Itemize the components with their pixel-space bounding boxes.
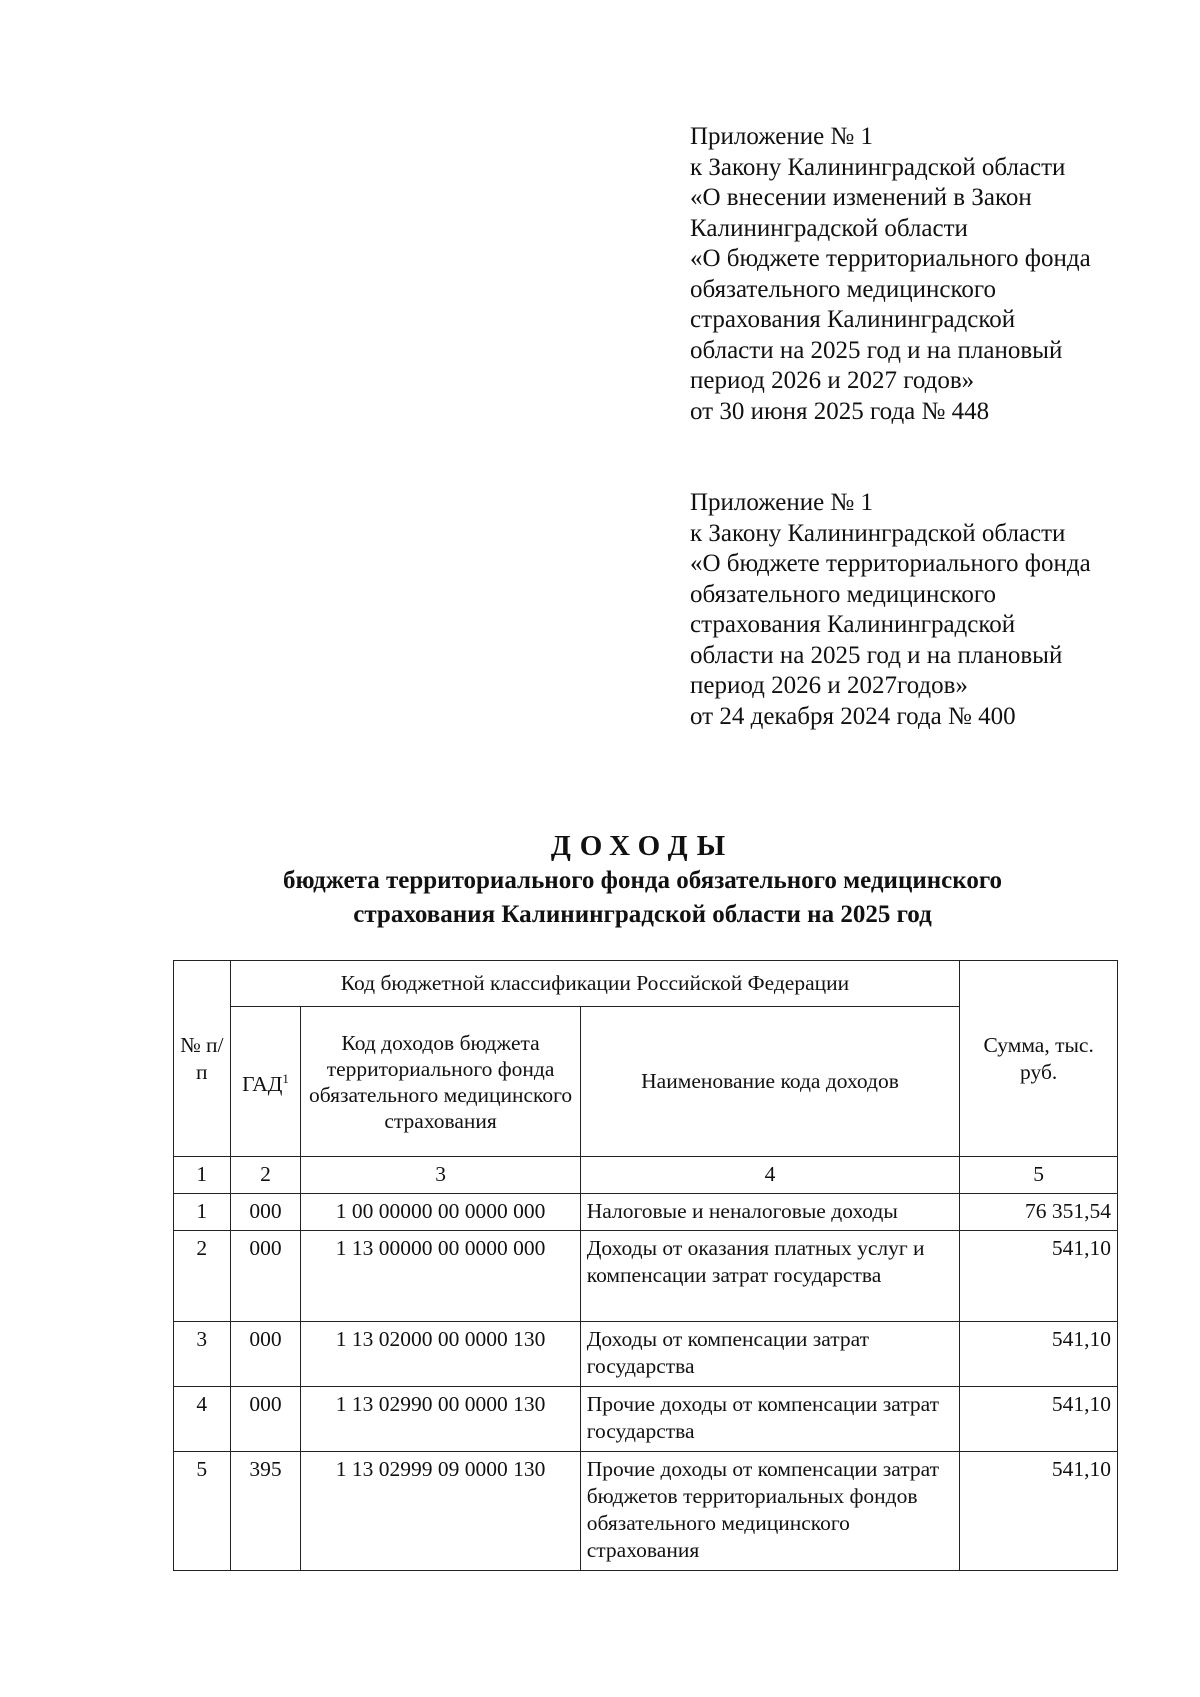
cell-sum: 541,10 [960, 1452, 1118, 1571]
annex-line: области на 2025 год и на плановый [690, 336, 1063, 364]
annex-line: к Закону Калининградской области [690, 519, 1066, 547]
cell-name: Прочие доходы от компенсации затрат государства [580, 1387, 960, 1452]
table-row [174, 1194, 1118, 1231]
annex-line: период 2026 и 2027годов» [690, 672, 968, 699]
cell-gad: 000 [230, 1322, 301, 1387]
column-index: 4 [580, 1157, 960, 1194]
table-row [174, 1231, 1118, 1322]
annex-line: «О бюджете территориального фонда [690, 245, 1091, 272]
cell-num: 4 [174, 1387, 231, 1452]
annex-line: от 24 декабря 2024 года № 400 [690, 702, 1016, 730]
table-header-row [174, 961, 1118, 1007]
cell-code: 1 13 02000 00 0000 130 [301, 1322, 580, 1387]
annex-line: обязательного медицинского [690, 275, 997, 303]
annex-header-amendment [690, 122, 1160, 427]
annex-line: страхования Калининградской [690, 611, 1016, 638]
annex-line: от 30 июня 2025 года № 448 [690, 397, 990, 425]
annex-line: Приложение № 1 [690, 489, 874, 516]
annex-line: области на 2025 год и на плановый [690, 641, 1063, 669]
header-num: № п/п [174, 961, 231, 1157]
table-column-index-row [174, 1157, 1118, 1194]
cell-gad: 000 [230, 1231, 301, 1322]
annex-line: к Закону Калининградской области [690, 153, 1066, 181]
annex-line: период 2026 и 2027 годов» [690, 367, 975, 394]
table-row [174, 1387, 1118, 1452]
cell-sum: 541,10 [960, 1387, 1118, 1452]
header-sum: Сумма, тыс. руб. [960, 961, 1118, 1157]
title-subtitle-line: страхования Калининградской области на 2025 год [353, 901, 932, 928]
annex-line: обязательного медицинского [690, 580, 997, 608]
cell-code: 1 13 02990 00 0000 130 [301, 1387, 580, 1452]
annex-line: страхования Калининградской [690, 306, 1016, 333]
cell-sum: 541,10 [960, 1231, 1118, 1322]
cell-num: 5 [174, 1452, 231, 1571]
cell-code: 1 00 00000 00 0000 000 [301, 1194, 580, 1231]
header-classification: Код бюджетной классификации Российской Федерации [230, 961, 960, 1007]
cell-gad: 000 [230, 1194, 301, 1231]
title-subtitle-line: бюджета территориального фонда обязательного медицинского [282, 867, 1003, 894]
cell-sum: 76 351,54 [960, 1194, 1118, 1231]
cell-name: Доходы от оказания платных услуг и компенсации затрат государства [580, 1231, 960, 1322]
income-table [173, 960, 1118, 1571]
cell-name: Прочие доходы от компенсации затрат бюджетов территориальных фондов обязательного медицинского страхования [580, 1452, 960, 1571]
header-code: Код доходов бюджета территориального фонда обязательного медицинского страхования [301, 1007, 580, 1157]
cell-name: Налоговые и неналоговые доходы [580, 1194, 960, 1231]
column-index: 2 [230, 1157, 301, 1194]
cell-gad: 395 [230, 1452, 301, 1571]
cell-sum: 541,10 [960, 1322, 1118, 1387]
table-row [174, 1452, 1118, 1571]
document-title [160, 828, 1125, 932]
annex-line: «О внесении изменений в Закон [690, 184, 1032, 211]
cell-code: 1 13 00000 00 0000 000 [301, 1231, 580, 1322]
annex-line: Калининградской области [690, 214, 968, 242]
annex-line: Приложение № 1 [690, 123, 874, 150]
annex-header-original [690, 488, 1160, 732]
header-name: Наименование кода доходов [580, 1007, 960, 1157]
title-main: ДОХОДЫ [550, 830, 735, 862]
header-gad-footnote: 1 [282, 1070, 289, 1086]
cell-name: Доходы от компенсации затрат государства [580, 1322, 960, 1387]
header-gad-label: ГАД [242, 1072, 283, 1097]
cell-num: 2 [174, 1231, 231, 1322]
header-gad [230, 1007, 301, 1157]
table-row [174, 1322, 1118, 1387]
cell-code: 1 13 02999 09 0000 130 [301, 1452, 580, 1571]
column-index: 1 [174, 1157, 231, 1194]
cell-num: 3 [174, 1322, 231, 1387]
cell-gad: 000 [230, 1387, 301, 1452]
annex-line: «О бюджете территориального фонда [690, 550, 1091, 577]
column-index: 3 [301, 1157, 580, 1194]
cell-num: 1 [174, 1194, 231, 1231]
column-index: 5 [960, 1157, 1118, 1194]
